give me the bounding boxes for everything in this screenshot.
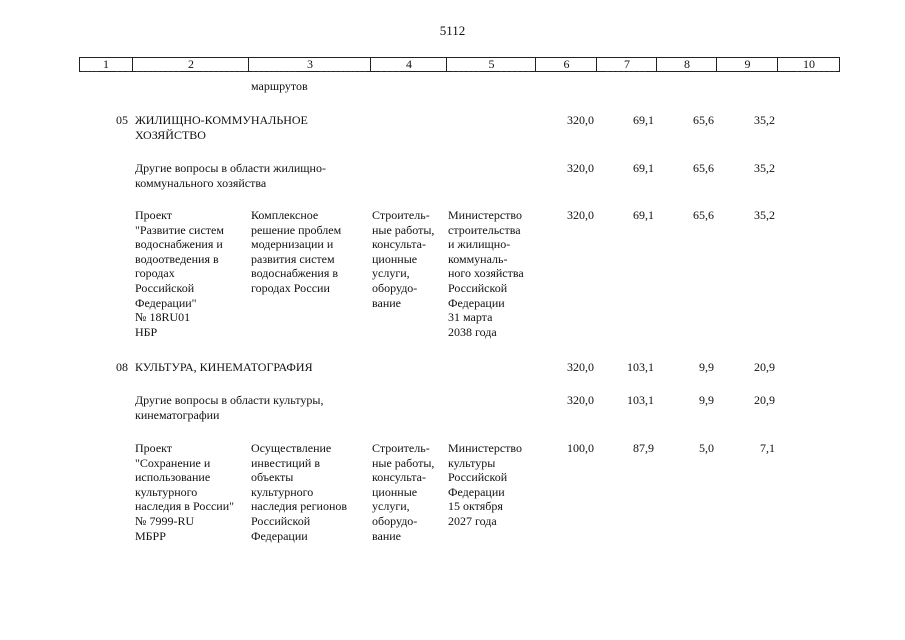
dash-line [320,71,366,72]
column-number: 6 [535,58,597,71]
dash-line [796,71,836,72]
dash-line [252,71,296,72]
value-col-7: 103,1 [627,360,654,374]
project-type: Строитель- ные работы, консульта- ционные услуги, оборудо- вание [372,208,435,310]
column-number: 10 [777,58,840,71]
column-number: 7 [596,58,657,71]
project-type: Строитель- ные работы, консульта- ционные услуги, оборудо- вание [372,441,435,543]
dash-line [452,71,480,72]
value-col-8: 65,6 [693,161,714,175]
value-col-8: 65,6 [693,208,714,222]
project-name: Проект "Развитие систем водоснабжения и водоотведения в городах Российской Федерации" № 18RU01 НБР [135,208,224,339]
dash-line [116,71,130,72]
dash-line [202,71,246,72]
dash-line [136,71,180,72]
value-col-9: 7,1 [760,441,775,455]
section-title: КУЛЬТУРА, КИНЕМАТОГРАФИЯ [135,360,313,374]
value-col-6: 320,0 [567,208,594,222]
dash-line [606,71,646,72]
section-code: 08 [116,360,128,374]
dash-line [380,71,400,72]
value-col-7: 69,1 [633,113,654,127]
dash-line [82,71,98,72]
column-number: 4 [370,58,447,71]
subsection-title: Другие вопросы в области жилищно- коммунального хозяйства [135,161,326,190]
value-col-9: 35,2 [754,208,775,222]
section-code: 05 [116,113,128,127]
value-col-7: 69,1 [633,161,654,175]
value-col-8: 5,0 [699,441,714,455]
value-col-6: 320,0 [567,161,594,175]
value-col-6: 320,0 [567,360,594,374]
project-name: Проект "Сохранение и использование культурного наследия в России" № 7999-RU МБРР [135,441,235,543]
value-col-9: 35,2 [754,161,775,175]
value-col-6: 100,0 [567,441,594,455]
value-col-7: 87,9 [633,441,654,455]
column-number-header [79,57,840,72]
column-number: 3 [248,58,371,71]
page-number: 5112 [439,23,466,38]
value-col-8: 9,9 [699,360,714,374]
column-number: 1 [103,57,109,71]
continued-text: маршрутов [251,79,308,93]
value-col-9: 20,9 [754,360,775,374]
column-number: 9 [716,58,778,71]
project-purpose: Осуществление инвестиций в объекты культурного наследия регионов Российской Федерации [251,441,348,543]
subsection-title: Другие вопросы в области культуры, кинематографии [135,393,324,422]
value-col-8: 9,9 [699,393,714,407]
section-title: ЖИЛИЩНО-КОММУНАЛЬНОЕ ХОЗЯЙСТВО [135,113,308,142]
column-number: 2 [132,58,249,71]
value-col-8: 65,6 [693,113,714,127]
project-agency: Министерство культуры Российской Федерации 15 октября 2027 года [448,441,522,528]
value-col-7: 103,1 [627,393,654,407]
value-col-7: 69,1 [633,208,654,222]
value-col-9: 35,2 [754,113,775,127]
column-number: 8 [656,58,717,71]
value-col-6: 320,0 [567,113,594,127]
value-col-6: 320,0 [567,393,594,407]
project-purpose: Комплексное решение проблем модернизации и развития систем водоснабжения в городах России [251,208,342,295]
column-number: 5 [446,58,536,71]
value-col-9: 20,9 [754,393,775,407]
dash-line [500,71,530,72]
project-agency: Министерство строительства и жилищно- коммуналь- ного хозяйства Российской Федерации 31 марта 2038 года [448,208,524,339]
